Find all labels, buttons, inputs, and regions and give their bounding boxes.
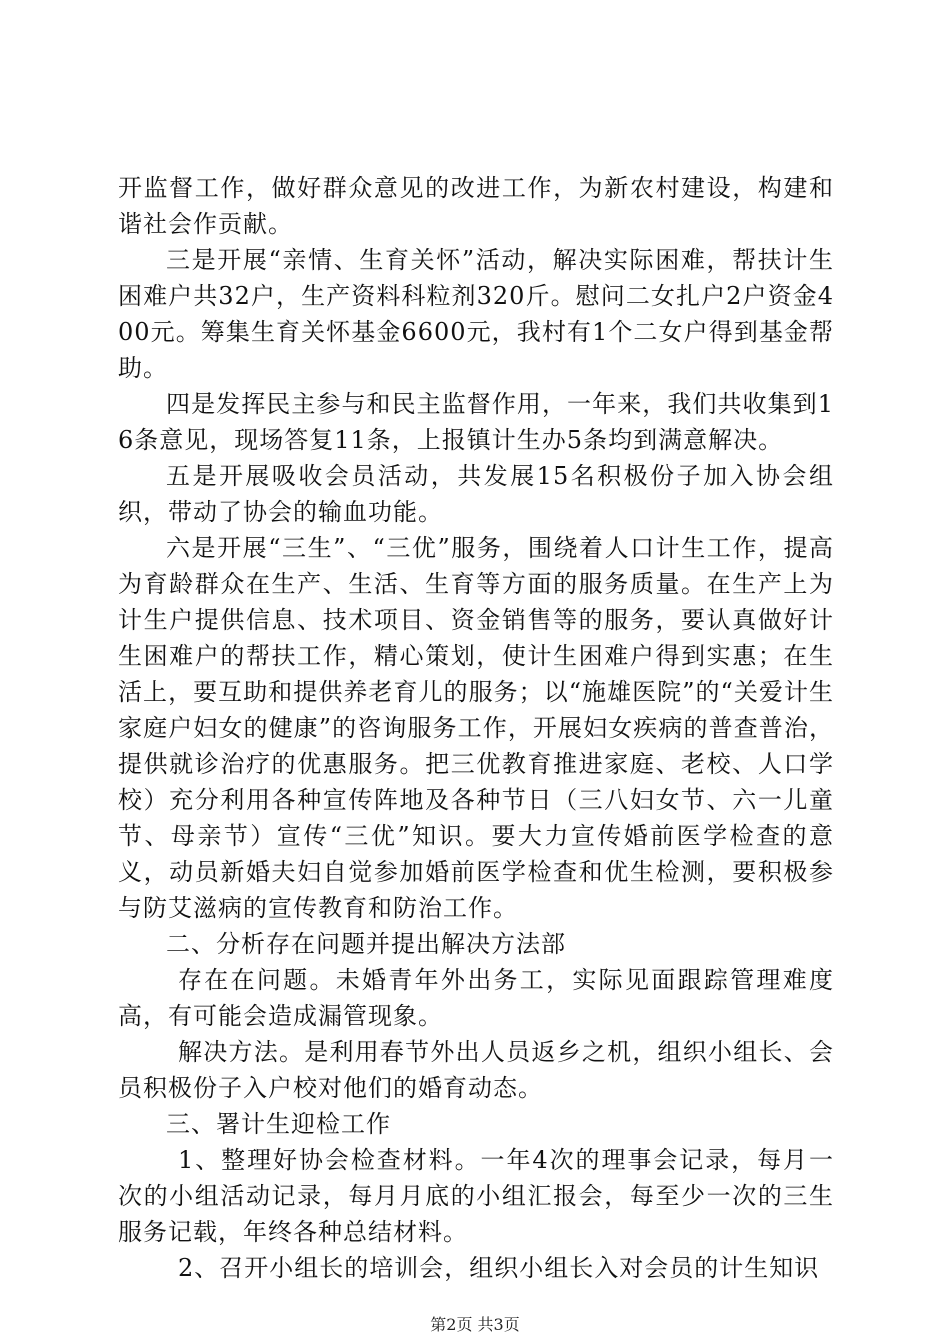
paragraph-item-three: 三是开展“亲情、生育关怀”活动，解决实际困难，帮扶计生困难户共32户，生产资料科粒剂320斤。慰问二女扎户2户资金400元。筹集生育关怀基金6600元，我村有1个二女户得到基金帮助。 (118, 246, 834, 382)
paragraph-item-six: 六是开展“三生”、“三优”服务，围绕着人口计生工作，提高为育龄群众在生产、生活、生育等方面的服务质量。在生产上为计生户提供信息、技术项目、资金销售等的服务，要认真做好计生困难户的帮扶工作，精心策划，使计生困难户得到实惠；在生活上，要互助和提供养老育儿的服务；以“施雄医院”的“关爱计生家庭户妇女的健康”的咨询服务工作，开展妇女疾病的普查普治，提供就诊治疗的优惠服务。把三优教育推进家庭、老校、人口学校）充分利用各种宣传阵地及各种节日（三八妇女节、六一儿童节、母亲节）宣传“三优”知识。要大力宣传婚前医学检查的意义，动员新婚夫妇自觉参加婚前医学检查和优生检测，要积极参与防艾滋病的宣传教育和防治工作。 (118, 534, 834, 922)
paragraph-problems: 存在在问题。未婚青年外出务工，实际见面跟踪管理难度高，有可能会造成漏管现象。 (118, 966, 834, 1030)
paragraph-item-five: 五是开展吸收会员活动，共发展15名积极份子加入协会组织，带动了协会的输血功能。 (118, 462, 834, 526)
paragraph-step-one: 1、整理好协会检查材料。一年4次的理事会记录，每月一次的小组活动记录，每月月底的小组汇报会，每至少一次的三生服务记载，年终各种总结材料。 (118, 1146, 834, 1246)
paragraph-step-two: 2、召开小组长的培训会，组织小组长入对会员的计生知识 (178, 1254, 820, 1282)
page-footer: 第2页 共3页 (430, 1315, 520, 1334)
document-body (118, 170, 834, 1286)
paragraph-continuation: 开监督工作，做好群众意见的改进工作，为新农村建设，构建和谐社会作贡献。 (118, 174, 834, 238)
paragraph-solutions: 解决方法。是利用春节外出人员返乡之机，组织小组长、会员积极份子入户校对他们的婚育动态。 (118, 1038, 834, 1102)
paragraph-item-four: 四是发挥民主参与和民主监督作用，一年来，我们共收集到16条意见，现场答复11条，上报镇计生办5条均到满意解决。 (118, 390, 834, 454)
section-heading-three: 三、署计生迎检工作 (166, 1110, 391, 1138)
section-heading-two: 二、分析存在问题并提出解决方法部 (166, 930, 566, 958)
